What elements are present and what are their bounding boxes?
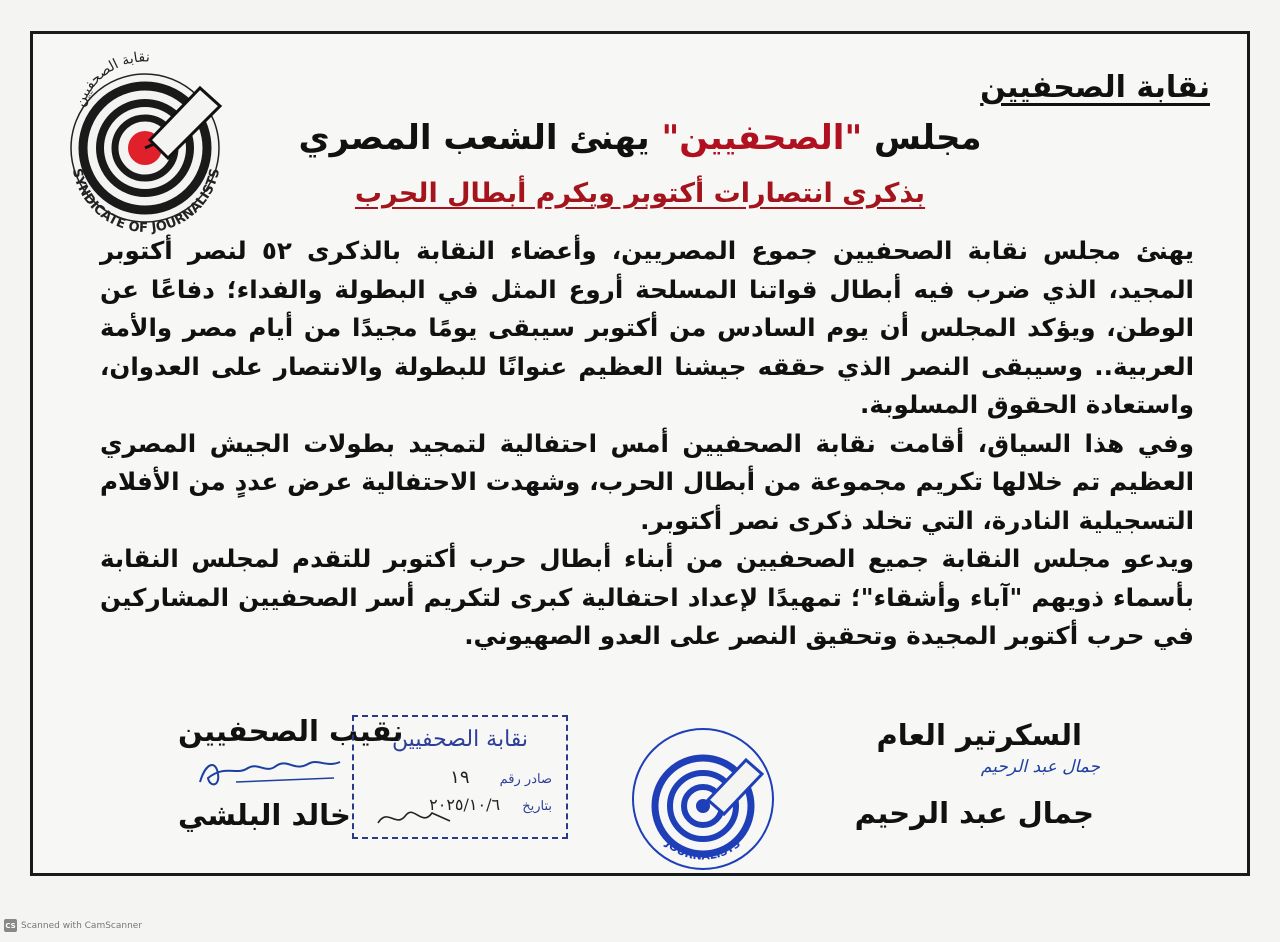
stamp-date-label: بتاريخ bbox=[522, 799, 552, 814]
stamp-issued-line bbox=[450, 767, 552, 788]
organization-name: نقابة الصحفيين bbox=[980, 70, 1210, 105]
page-title bbox=[250, 118, 1030, 158]
stamp-initials-scribble bbox=[374, 803, 454, 833]
head-name: خالد البلشي bbox=[178, 798, 351, 832]
registration-stamp bbox=[352, 715, 568, 839]
title-before: مجلس bbox=[874, 118, 982, 158]
secretary-handwritten-signature: جمال عبد الرحيم bbox=[980, 757, 1100, 777]
logo-arabic-text: نقابة الصحفيين bbox=[71, 49, 151, 109]
head-signature-scribble bbox=[196, 752, 344, 792]
paragraph-2: وفي هذا السياق، أقامت نقابة الصحفيين أمس احتفالية لتمجيد بطولات الجيش المصري العظيم تم خلالها تكريم مجموعة من أبطال الحرب، وشهدت الاحتفالية عرض عددٍ من الأفلام التسجيلية النادرة، التي تخلد ذكرى نصر أكتوبر. bbox=[100, 428, 1194, 535]
logo-english-text: SYNDICATE OF JOURNALISTS bbox=[68, 167, 224, 237]
scanner-text: Scanned with CamScanner bbox=[21, 920, 143, 931]
secretary-title: السكرتير العام bbox=[876, 718, 1082, 752]
syndicate-logo bbox=[50, 48, 235, 238]
stamp-issued-number: ١٩ bbox=[450, 767, 470, 788]
scanner-watermark bbox=[4, 919, 142, 932]
stamp-date-value: ٢٠٢٥/١٠/٦ bbox=[429, 795, 501, 814]
title-highlight: "الصحفيين" bbox=[661, 118, 863, 158]
paragraph-3: ويدعو مجلس النقابة جميع الصحفيين من أبناء أبطال حرب أكتوبر للتقدم لمجلس النقابة بأسماء ذويهم "آباء وأشقاء"؛ تمهيدًا لإعداد احتفالية كبرى لتكريم أسر الصحفيين المشاركين في حرب أكتوبر المجيدة وتحقيق النصر على العدو الصهيوني. bbox=[100, 544, 1194, 650]
subtitle bbox=[300, 178, 980, 209]
subtitle-text: بذكرى انتصارات أكتوبر ويكرم أبطال الحرب bbox=[354, 178, 926, 209]
seal-text: JOURNALISTS bbox=[663, 836, 743, 863]
statement-body bbox=[100, 232, 1194, 656]
camscanner-icon: CS bbox=[4, 919, 17, 932]
paragraph-1: يهنئ مجلس نقابة الصحفيين جموع المصريين، وأعضاء النقابة بالذكرى ٥٢ لنصر أكتوبر المجيد، الذي ضرب فيه أبطال قواتنا المسلحة أروع المثل في البطولة والفداء؛ دفاعًا عن الوطن، ويؤكد المجلس أن يوم السادس من أكتوبر سيبقى يومًا مجيدًا من أيام مصر والأمة العربية.. وسيبقى النصر الذي حققه جيشنا العظيم عنوانًا للبطولة والانتصار على العدوان، واستعادة الحقوق المسلوبة. bbox=[100, 236, 1195, 419]
head-title: نقيب الصحفيين bbox=[178, 714, 404, 748]
title-after: يهنئ الشعب المصري bbox=[298, 118, 650, 158]
stamp-title: نقابة الصحفيين bbox=[391, 727, 529, 752]
stamp-issued-label: صادر رقم bbox=[499, 772, 552, 787]
secretary-name: جمال عبد الرحيم bbox=[854, 796, 1094, 830]
official-seal bbox=[628, 724, 778, 874]
